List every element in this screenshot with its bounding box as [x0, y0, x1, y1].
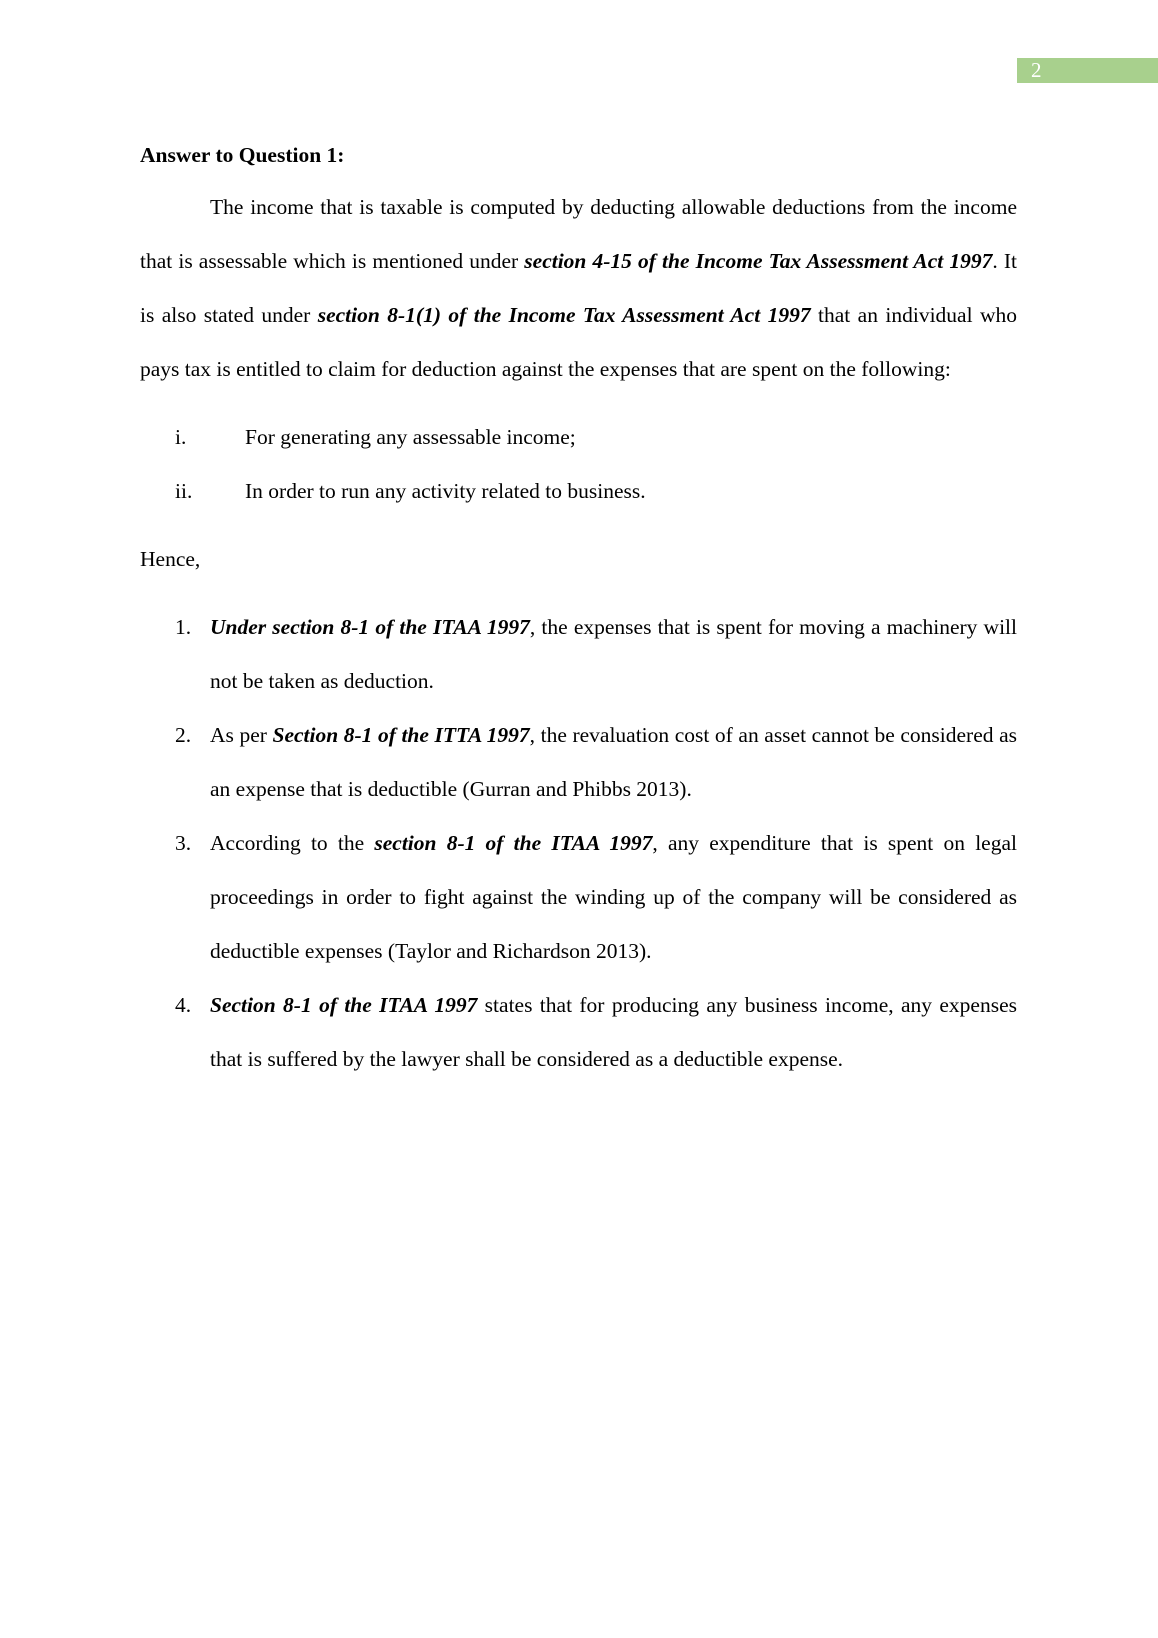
list-item	[140, 410, 1017, 464]
intro-paragraph	[140, 180, 1017, 396]
legal-reference: section 4-15 of the Income Tax Assessment Act 1997	[524, 249, 993, 273]
list-marker: 1.	[175, 615, 192, 639]
list-marker: 4.	[175, 993, 192, 1017]
list-item	[140, 816, 1017, 978]
roman-list	[140, 410, 1017, 518]
legal-reference: section 8-1 of the ITAA 1997	[374, 831, 653, 855]
list-item-text: In order to run any activity related to business.	[245, 479, 646, 503]
legal-reference: section 8-1(1) of the Income Tax Assessment Act 1997	[317, 303, 811, 327]
list-marker: 3.	[175, 831, 192, 855]
list-item	[140, 708, 1017, 816]
legal-reference: Section 8-1 of the ITTA 1997	[272, 723, 530, 747]
hence-text: Hence,	[140, 547, 201, 571]
item-text-after: , the revaluation cost of an asset cannot be considered as an expense that is deductible (Gurran and Phibbs 2013).	[210, 723, 1017, 801]
document-body	[140, 130, 1017, 1086]
list-item-text: For generating any assessable income;	[245, 425, 576, 449]
intro-text-1: The income that is taxable is computed by deducting allowable deductions from the income that is assessable which is mentioned under	[140, 195, 1017, 273]
item-text-after: states that for producing any business income, any expenses that is suffered by the lawyer shall be considered as a deductible expense.	[210, 993, 1017, 1071]
list-item	[140, 600, 1017, 708]
list-marker: ii.	[175, 479, 193, 503]
item-text-before: As per	[210, 723, 273, 747]
list-marker: i.	[175, 425, 187, 449]
legal-reference: Section 8-1 of the ITAA 1997	[210, 993, 478, 1017]
numbered-list	[140, 600, 1017, 1086]
list-item	[140, 464, 1017, 518]
page-number: 2	[1017, 58, 1158, 83]
intro-text-2: . It is also stated under	[140, 249, 1017, 327]
item-text-after: , the expenses that is spent for moving a machinery will not be taken as deduction.	[210, 615, 1017, 693]
legal-reference: Under section 8-1 of the ITAA 1997	[210, 615, 530, 639]
answer-heading: Answer to Question 1:	[140, 143, 345, 167]
list-item	[140, 978, 1017, 1086]
list-marker: 2.	[175, 723, 192, 747]
item-text-after: , any expenditure that is spent on legal proceedings in order to fight against the winding up of the company will be considered as deductible expenses (Taylor and Richardson 2013).	[210, 831, 1017, 963]
item-text-before: According to the	[210, 831, 375, 855]
intro-text-3: that an individual who pays tax is entitled to claim for deduction against the expenses that are spent on the following:	[140, 303, 1018, 381]
